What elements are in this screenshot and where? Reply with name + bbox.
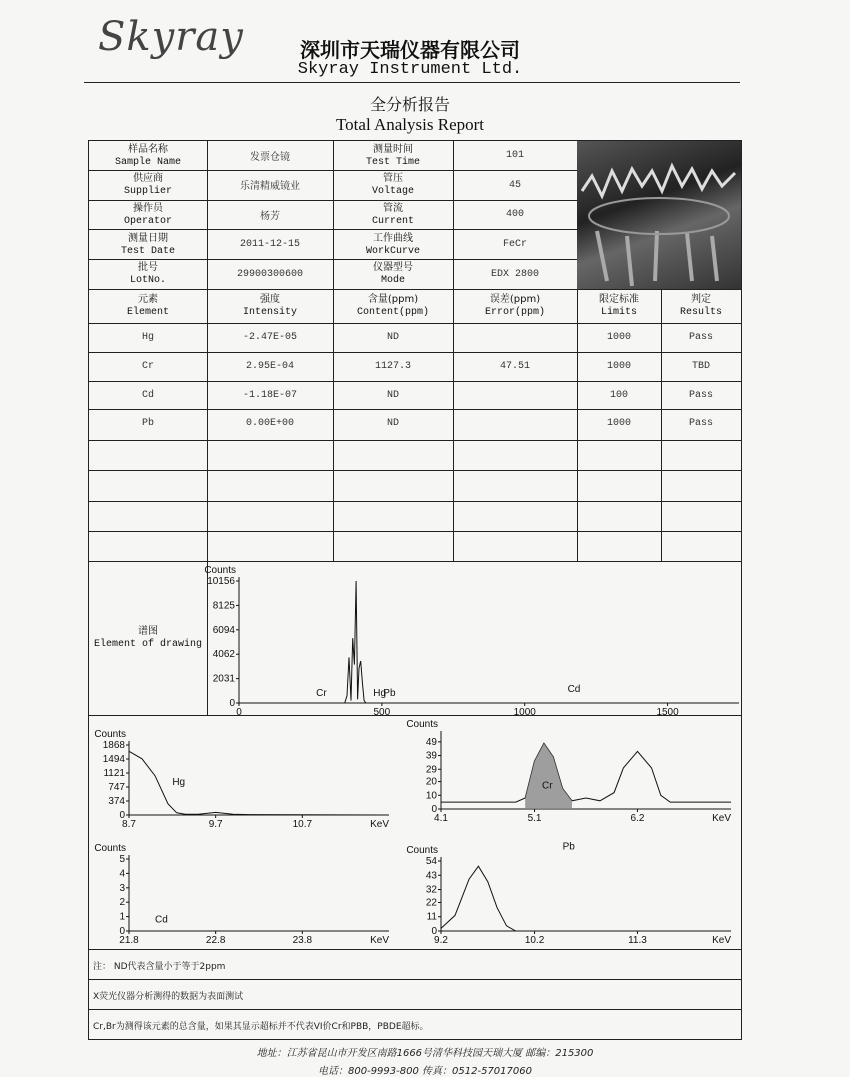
hg-spectrum-chart [89, 717, 409, 829]
x-tick-label: 23.8 [292, 935, 313, 946]
y-tick-label: 4062 [212, 649, 235, 661]
rule [89, 531, 741, 532]
rule [89, 715, 741, 716]
y-tick-label: 6094 [212, 624, 235, 636]
header-en: Content(ppm) [356, 307, 429, 318]
column-header [207, 289, 333, 323]
info-value-cell [207, 230, 333, 260]
y-tick-label: 0 [229, 698, 235, 709]
x-axis-label: KeV [370, 819, 389, 830]
info-label [89, 200, 207, 230]
table-cell: -2.47E-05 [242, 332, 297, 343]
y-tick-label: 3 [119, 882, 125, 894]
note-nd: 注： ND代表含量小于等于2ppm [93, 962, 226, 972]
info-value-cell [453, 141, 577, 171]
x-tick-label: 10.7 [292, 819, 313, 830]
label-cn: 供应商 [133, 173, 163, 185]
info-value: 400 [505, 209, 524, 221]
table-cell: 1000 [606, 418, 631, 429]
label-cn: 管压 [383, 173, 403, 185]
y-tick-label: 11 [426, 911, 437, 923]
info-label [333, 141, 453, 171]
note-surface: X荧光仪器分析测得的数据为表面测试 [93, 992, 244, 1002]
x-tick-label: 6.2 [630, 813, 645, 824]
table-cell: ND [386, 332, 399, 343]
annotation-label: Cr [542, 780, 553, 792]
y-tick-label: 39 [425, 750, 437, 762]
info-value-cell [207, 141, 333, 171]
x-axis-label: KeV [370, 935, 389, 946]
label-cn: 测量时间 [373, 143, 413, 155]
header-en: Intensity [242, 307, 297, 318]
y-tick-label: 22 [425, 897, 437, 909]
main-spectrum-chart [204, 561, 741, 718]
x-axis-label: KeV [712, 813, 731, 824]
y-tick-label: 747 [108, 782, 125, 794]
label-en: LotNo. [129, 275, 166, 287]
pb-spectrum-chart [406, 831, 741, 947]
x-tick-label: 9.2 [434, 935, 448, 946]
y-tick-label: 43 [425, 870, 437, 882]
y-tick-label: 5 [119, 854, 125, 865]
table-cell: Cr [141, 361, 154, 372]
label-cn: 管流 [383, 202, 403, 214]
label-cn: 样品名称 [128, 143, 168, 155]
info-value: 101 [505, 150, 524, 162]
info-value-cell [453, 230, 577, 260]
header-cn: 强度 [260, 294, 280, 305]
header-cn: 误差(ppm) [489, 294, 541, 305]
cr-spectrum-chart [406, 717, 741, 829]
y-axis-label: Counts [94, 729, 126, 740]
info-label [89, 259, 207, 289]
spectrum-label [89, 561, 207, 715]
report-title-cn: 全分析报告 [369, 95, 450, 114]
y-tick-label: 0 [119, 810, 125, 821]
x-tick-label: 22.8 [205, 935, 226, 946]
x-tick-label: 4.1 [434, 813, 448, 824]
label-cn: 测量日期 [128, 232, 168, 244]
info-value-cell [207, 200, 333, 230]
annotation-label: Pb [562, 841, 575, 853]
y-tick-label: 32 [425, 884, 437, 896]
table-cell: ND [386, 418, 399, 429]
label-cn: 操作员 [133, 202, 163, 214]
info-value: 29900300600 [236, 268, 303, 280]
annotation-label: Cd [567, 684, 581, 696]
rule [89, 949, 741, 950]
peak-area [525, 743, 572, 809]
x-tick-label: 21.8 [119, 935, 139, 946]
report-table [88, 140, 742, 1040]
note-total: Cr,Br为测得该元素的总含量，如果其显示超标并不代表VI价Cr和PBB，PBDE超标。 [93, 1022, 429, 1032]
cd-spectrum-chart [89, 831, 409, 947]
x-tick-label: 8.7 [122, 819, 136, 830]
table-cell: 1000 [606, 361, 631, 372]
x-tick-label: 9.7 [208, 819, 223, 830]
label-cn: 工作曲线 [373, 232, 413, 244]
header-cn: 含量(ppm) [367, 294, 419, 305]
table-cell: 2.95E-04 [245, 361, 294, 372]
table-cell: Pass [688, 390, 713, 401]
rule [89, 1009, 741, 1010]
y-axis-label: Counts [94, 843, 126, 854]
info-value-cell [453, 171, 577, 201]
footer-phone: 电话：800-9993-800 传真：0512-57017060 [318, 1066, 532, 1077]
y-tick-label: 54 [425, 856, 437, 867]
sample-photo [577, 141, 741, 289]
info-label [333, 259, 453, 289]
company-name-en: Skyray Instrument Ltd. [297, 60, 523, 79]
annotation-label: Cd [155, 914, 168, 926]
table-cell: Pb [141, 418, 154, 429]
rule [89, 979, 741, 980]
label-en: Voltage [371, 186, 414, 198]
footer-address: 地址：江苏省昆山市开发区南路1666号清华科技园天瑞大厦 邮编：215300 [256, 1048, 594, 1059]
label-en: WorkCurve [365, 245, 420, 257]
y-tick-label: 2031 [212, 673, 235, 685]
table-cell: Cd [141, 390, 154, 401]
y-tick-label: 29 [425, 764, 437, 776]
y-tick-label: 20 [425, 776, 437, 788]
y-tick-label: 1 [119, 911, 125, 923]
header-divider [84, 82, 740, 83]
y-axis-label: Counts [406, 845, 438, 856]
spectrum-line [441, 743, 731, 802]
info-value: 发票仓镜 [250, 152, 290, 164]
annotation-label: Cr [316, 687, 327, 699]
header-en: Error(ppm) [484, 307, 545, 318]
info-label [333, 171, 453, 201]
y-axis-label: Counts [204, 565, 236, 576]
y-tick-label: 4 [119, 868, 125, 880]
column-header [661, 289, 741, 323]
info-value: 2011-12-15 [239, 239, 300, 251]
company-name-cn: 深圳市天瑞仪器有限公司 [300, 38, 520, 62]
info-value: 杨芳 [260, 211, 280, 223]
info-value: EDX 2800 [490, 268, 539, 280]
table-cell [453, 409, 577, 438]
y-tick-label: 0 [119, 926, 125, 937]
annotation-label: Hg [172, 777, 186, 789]
header-cn: 判定 [691, 294, 711, 305]
info-label [333, 230, 453, 260]
label-en: Sample Name [114, 156, 181, 168]
table-cell: 100 [609, 390, 628, 401]
y-tick-label: 0 [431, 926, 437, 937]
header-en: Limits [600, 307, 637, 318]
y-tick-label: 49 [425, 736, 437, 748]
label-en: Operator [123, 215, 172, 227]
annotation-label: Pb [383, 687, 396, 699]
y-tick-label: 374 [108, 795, 125, 807]
info-label [89, 230, 207, 260]
x-tick-label: 10.2 [524, 935, 545, 946]
header-en: Element [126, 307, 169, 318]
spectrum-line [129, 751, 389, 815]
table-cell: Pass [688, 332, 713, 343]
label-en: Mode [380, 275, 405, 287]
rule [89, 470, 741, 471]
label-cn: 批号 [138, 262, 158, 274]
table-cell: 0.00E+00 [245, 418, 294, 429]
info-value-cell [207, 171, 333, 201]
label-en: Current [371, 215, 414, 227]
label-en: Test Time [365, 156, 420, 168]
label-en: Test Date [120, 245, 175, 257]
column-header [333, 289, 453, 323]
y-tick-label: 2 [119, 897, 125, 909]
y-tick-label: 1121 [103, 767, 125, 779]
table-cell: 47.51 [499, 361, 530, 372]
spectrum-line [441, 866, 731, 931]
rule [89, 501, 741, 502]
info-value: FeCr [502, 239, 527, 251]
y-tick-label: 1494 [102, 754, 125, 766]
y-tick-label: 10 [425, 790, 437, 802]
x-tick-label: 1500 [656, 707, 679, 718]
y-tick-label: 8125 [212, 600, 235, 612]
table-cell: Pass [688, 418, 713, 429]
header-en: Results [679, 307, 722, 318]
sample-photo-graphic [577, 141, 741, 289]
spectrum-label-cn: 谱图 [138, 626, 158, 637]
rule [89, 440, 741, 441]
table-cell [453, 323, 577, 352]
x-axis-label: KeV [712, 935, 731, 946]
column-header [89, 289, 207, 323]
table-cell: Hg [141, 332, 154, 343]
header-cn: 限定标准 [599, 294, 639, 305]
info-value-cell [453, 259, 577, 289]
spectrum-line [345, 581, 368, 703]
x-tick-label: 1000 [513, 707, 536, 718]
y-tick-label: 1868 [102, 740, 125, 751]
info-value: 乐清精威镜业 [240, 182, 300, 194]
y-axis-label: Counts [406, 719, 438, 730]
x-tick-label: 11.3 [628, 935, 647, 946]
annotation-label: Hg [373, 687, 387, 699]
column-header [577, 289, 661, 323]
table-cell: 1000 [606, 332, 631, 343]
x-tick-label: 5.1 [527, 813, 542, 824]
column-header [453, 289, 577, 323]
info-value-cell [207, 259, 333, 289]
table-cell [453, 381, 577, 410]
company-logo: Skyray [98, 14, 244, 60]
spectrum-label-en: Element of drawing [93, 639, 203, 650]
x-tick-label: 0 [236, 707, 242, 718]
info-label [89, 141, 207, 171]
y-tick-label: 0 [431, 804, 437, 815]
report-title-en: Total Analysis Report [335, 115, 485, 134]
info-label [333, 200, 453, 230]
table-cell: ND [386, 390, 399, 401]
table-cell: -1.18E-07 [242, 390, 297, 401]
info-label [89, 171, 207, 201]
label-cn: 仪器型号 [373, 262, 413, 274]
table-cell: TBD [691, 361, 710, 372]
info-value: 45 [508, 179, 521, 191]
header-cn: 元素 [138, 294, 158, 305]
table-cell: 1127.3 [374, 361, 411, 372]
y-tick-label: 10156 [207, 576, 235, 587]
x-tick-label: 500 [373, 707, 391, 718]
info-value-cell [453, 200, 577, 230]
label-en: Supplier [123, 186, 172, 198]
